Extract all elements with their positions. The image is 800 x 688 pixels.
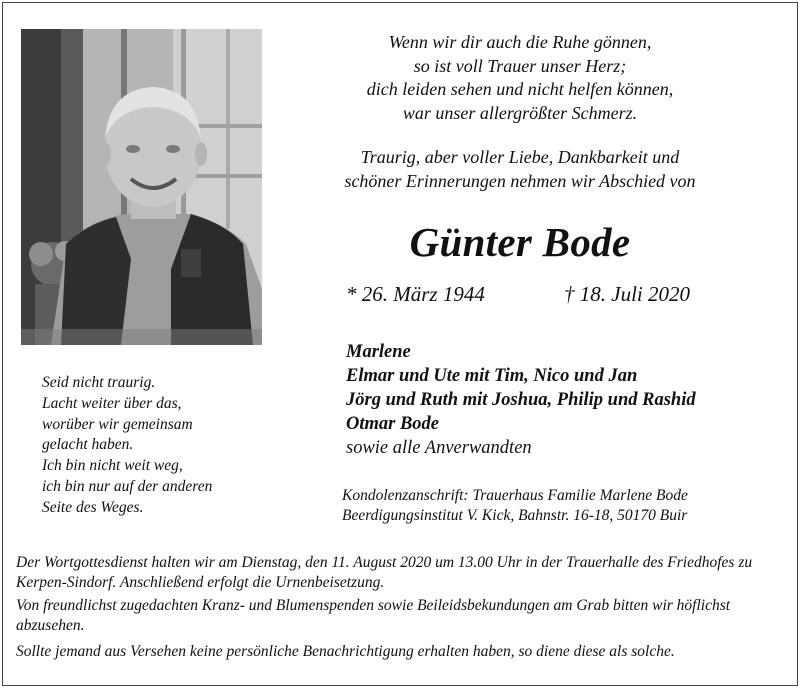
poem-line: Wenn wir dir auch die Ruhe gönnen, [388,32,652,52]
intro-line: schöner Erinnerungen nehmen wir Abschied von [344,171,696,191]
poem-line: ich bin nur auf der anderen [42,477,213,495]
mourner-line: Elmar und Ute mit Tim, Nico und Jan [346,366,638,386]
poem-line: worüber wir gemeinsam [42,415,193,433]
service-notices [16,553,788,665]
mourner-closing: sowie alle Anverwandten [346,438,532,458]
condolence-line: Beerdigungsinstitut V. Kick, Bahnstr. 16-18, 50170 Buir [342,507,688,524]
notice-paragraph: Von freundlichst zugedachten Kranz- und Blumenspenden sowie Beileidsbekundungen am Grab bitten wir höflichst abzusehen. [16,597,731,634]
birth-date: * 26. März 1944 [346,282,485,306]
notice-paragraph: Sollte jemand aus Versehen keine persönliche Benachrichtigung erhalten haben, so diene diese als solche. [16,643,675,660]
condolence-line: Kondolenzanschrift: Trauerhaus Familie Marlene Bode [342,487,688,504]
deceased-name: Günter Bode [409,219,631,265]
mourner-line: Otmar Bode [346,414,440,434]
poem-line: Seite des Weges. [42,498,144,516]
mourner-line: Marlene [346,342,411,362]
notice-paragraph: Der Wortgottesdienst halten wir am Dienstag, den 11. August 2020 um 13.00 Uhr in der Trauerhalle des Friedhofes zu Kerpen-Sindorf. Anschließend erfolgt die Urnenbeisetzung. [16,554,753,591]
death-date: † 18. Juli 2020 [564,282,690,306]
poem-line: gelacht haben. [42,436,134,454]
intro-text [300,145,740,193]
poem-line: Lacht weiter über das, [42,394,182,412]
poem-line: dich leiden sehen und nicht helfen können, [366,79,674,99]
portrait-illustration [21,29,262,345]
mourners-list [346,340,696,460]
top-poem [300,31,740,125]
intro-line: Traurig, aber voller Liebe, Dankbarkeit und [360,147,680,167]
poem-line: so ist voll Trauer unser Herz; [413,55,627,76]
poem-line: war unser allergrößter Schmerz. [402,102,638,123]
condolence-address [342,486,688,526]
portrait-photo [21,29,262,345]
side-poem [42,373,212,519]
poem-line: Ich bin nicht weit weg, [42,457,183,475]
mourner-line: Jörg und Ruth mit Joshua, Philip und Rashid [346,390,696,410]
poem-line: Seid nicht traurig. [42,374,156,391]
